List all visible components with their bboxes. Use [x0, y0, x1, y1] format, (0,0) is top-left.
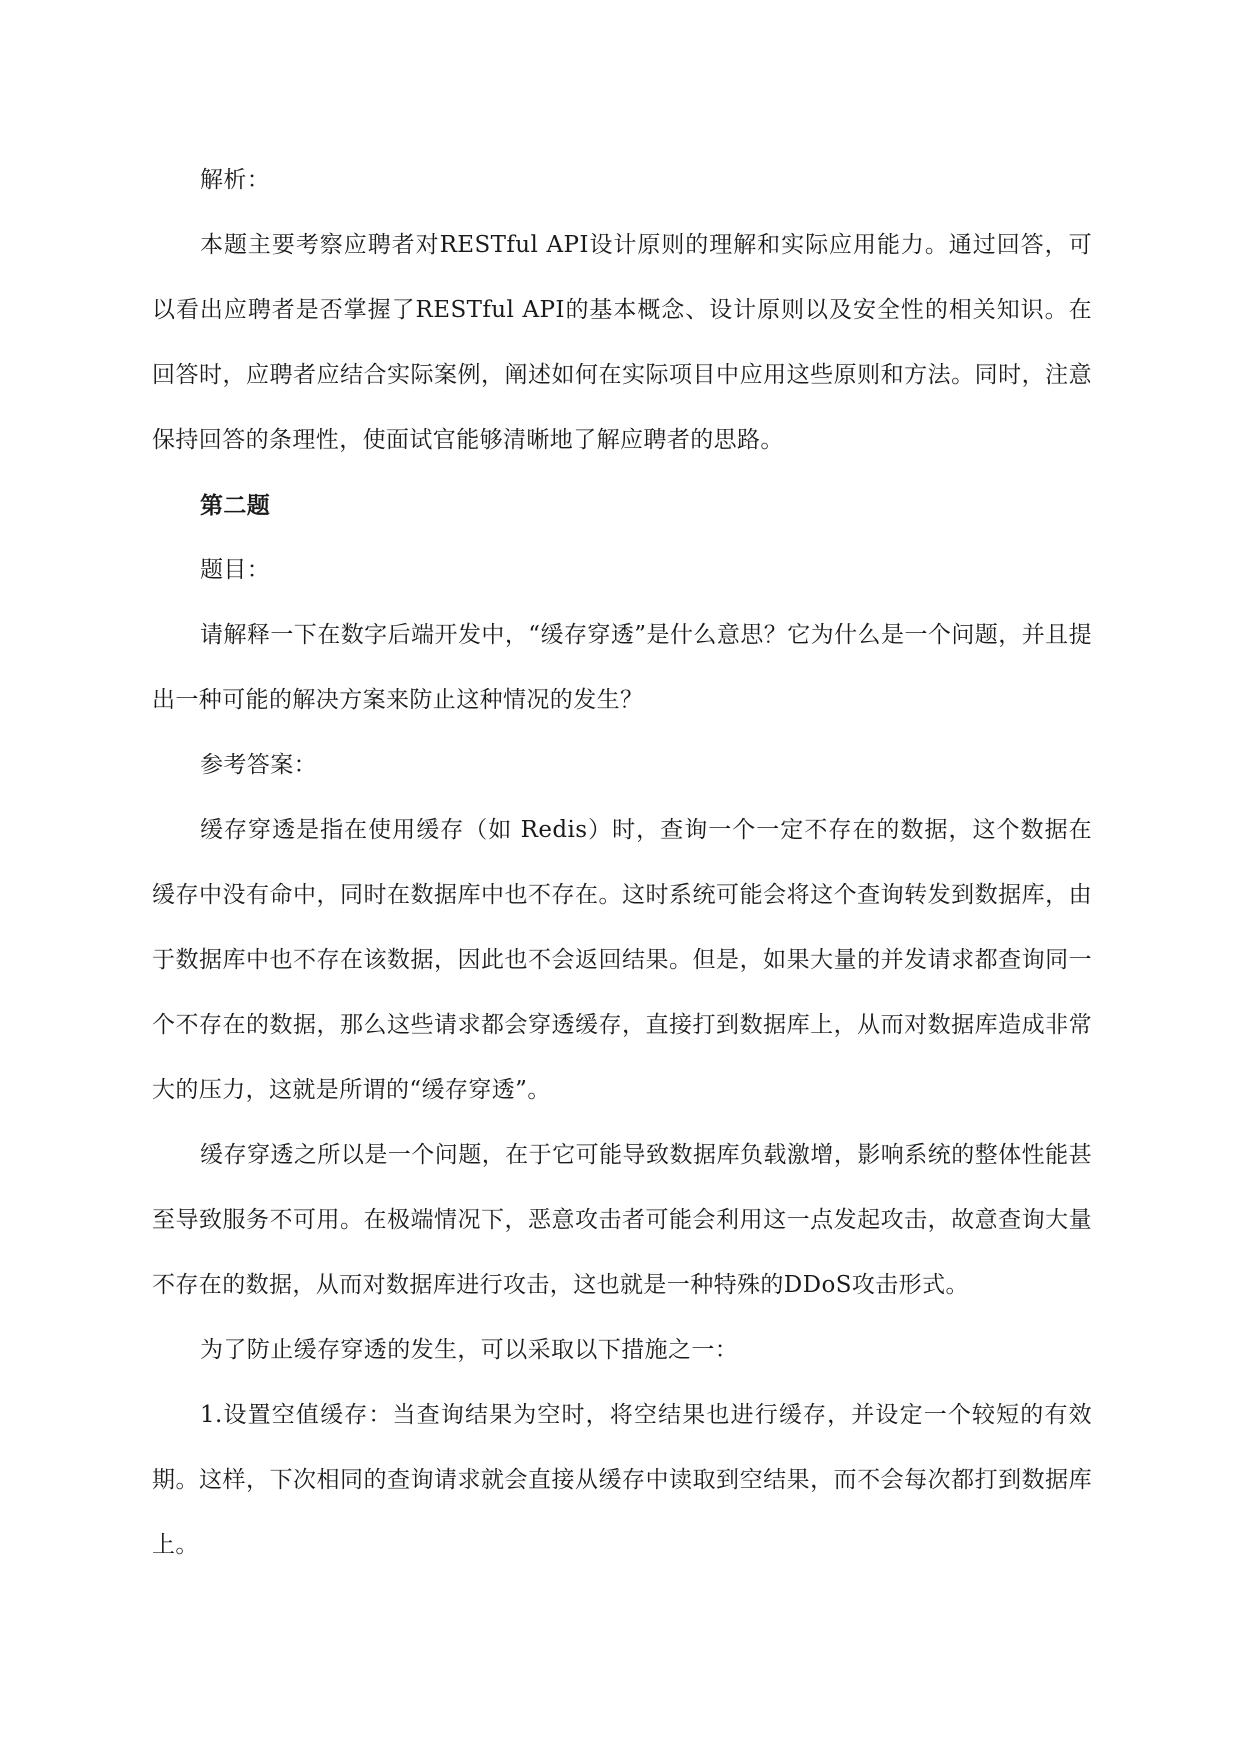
answer-measures-intro: 为了防止缓存穿透的发生，可以采取以下措施之一：	[200, 1337, 739, 1363]
question-label: 题目：	[200, 557, 271, 583]
answer-definition-paragraph: 缓存穿透是指在使用缓存（如 Redis）时，查询一个一定不存在的数据，这个数据在缓存中没有命中，同时在数据库中也不存在。这时系统可能会将这个查询转发到数据库，由于数据库中也不存在该数据，因此也不会返回结果。但是，如果大量的并发请求都查询同一个不存在的数据，那么这些请求都会穿透缓存，直接打到数据库上，从而对数据库造成非常大的压力，这就是所谓的“缓存穿透”。	[152, 817, 1092, 1103]
document-body	[152, 148, 1092, 1578]
answer-measure-item: 1.设置空值缓存：当查询结果为空时，将空结果也进行缓存，并设定一个较短的有效期。这样，下次相同的查询请求就会直接从缓存中读取到空结果，而不会每次都打到数据库上。	[152, 1402, 1092, 1558]
analysis-label: 解析：	[200, 167, 271, 193]
answer-label: 参考答案：	[200, 752, 317, 778]
answer-problem-paragraph: 缓存穿透之所以是一个问题，在于它可能导致数据库负载激增，影响系统的整体性能甚至导致服务不可用。在极端情况下，恶意攻击者可能会利用这一点发起攻击，故意查询大量不存在的数据，从而对数据库进行攻击，这也就是一种特殊的DDoS攻击形式。	[152, 1142, 1092, 1298]
question-paragraph: 请解释一下在数字后端开发中，“缓存穿透”是什么意思？它为什么是一个问题，并且提出一种可能的解决方案来防止这种情况的发生？	[152, 622, 1092, 713]
analysis-paragraph: 本题主要考察应聘者对RESTful API设计原则的理解和实际应用能力。通过回答，可以看出应聘者是否掌握了RESTful API的基本概念、设计原则以及安全性的相关知识。在回答时，应聘者应结合实际案例，阐述如何在实际项目中应用这些原则和方法。同时，注意保持回答的条理性，使面试官能够清晰地了解应聘者的思路。	[152, 232, 1092, 453]
section-heading: 第二题	[200, 492, 271, 519]
